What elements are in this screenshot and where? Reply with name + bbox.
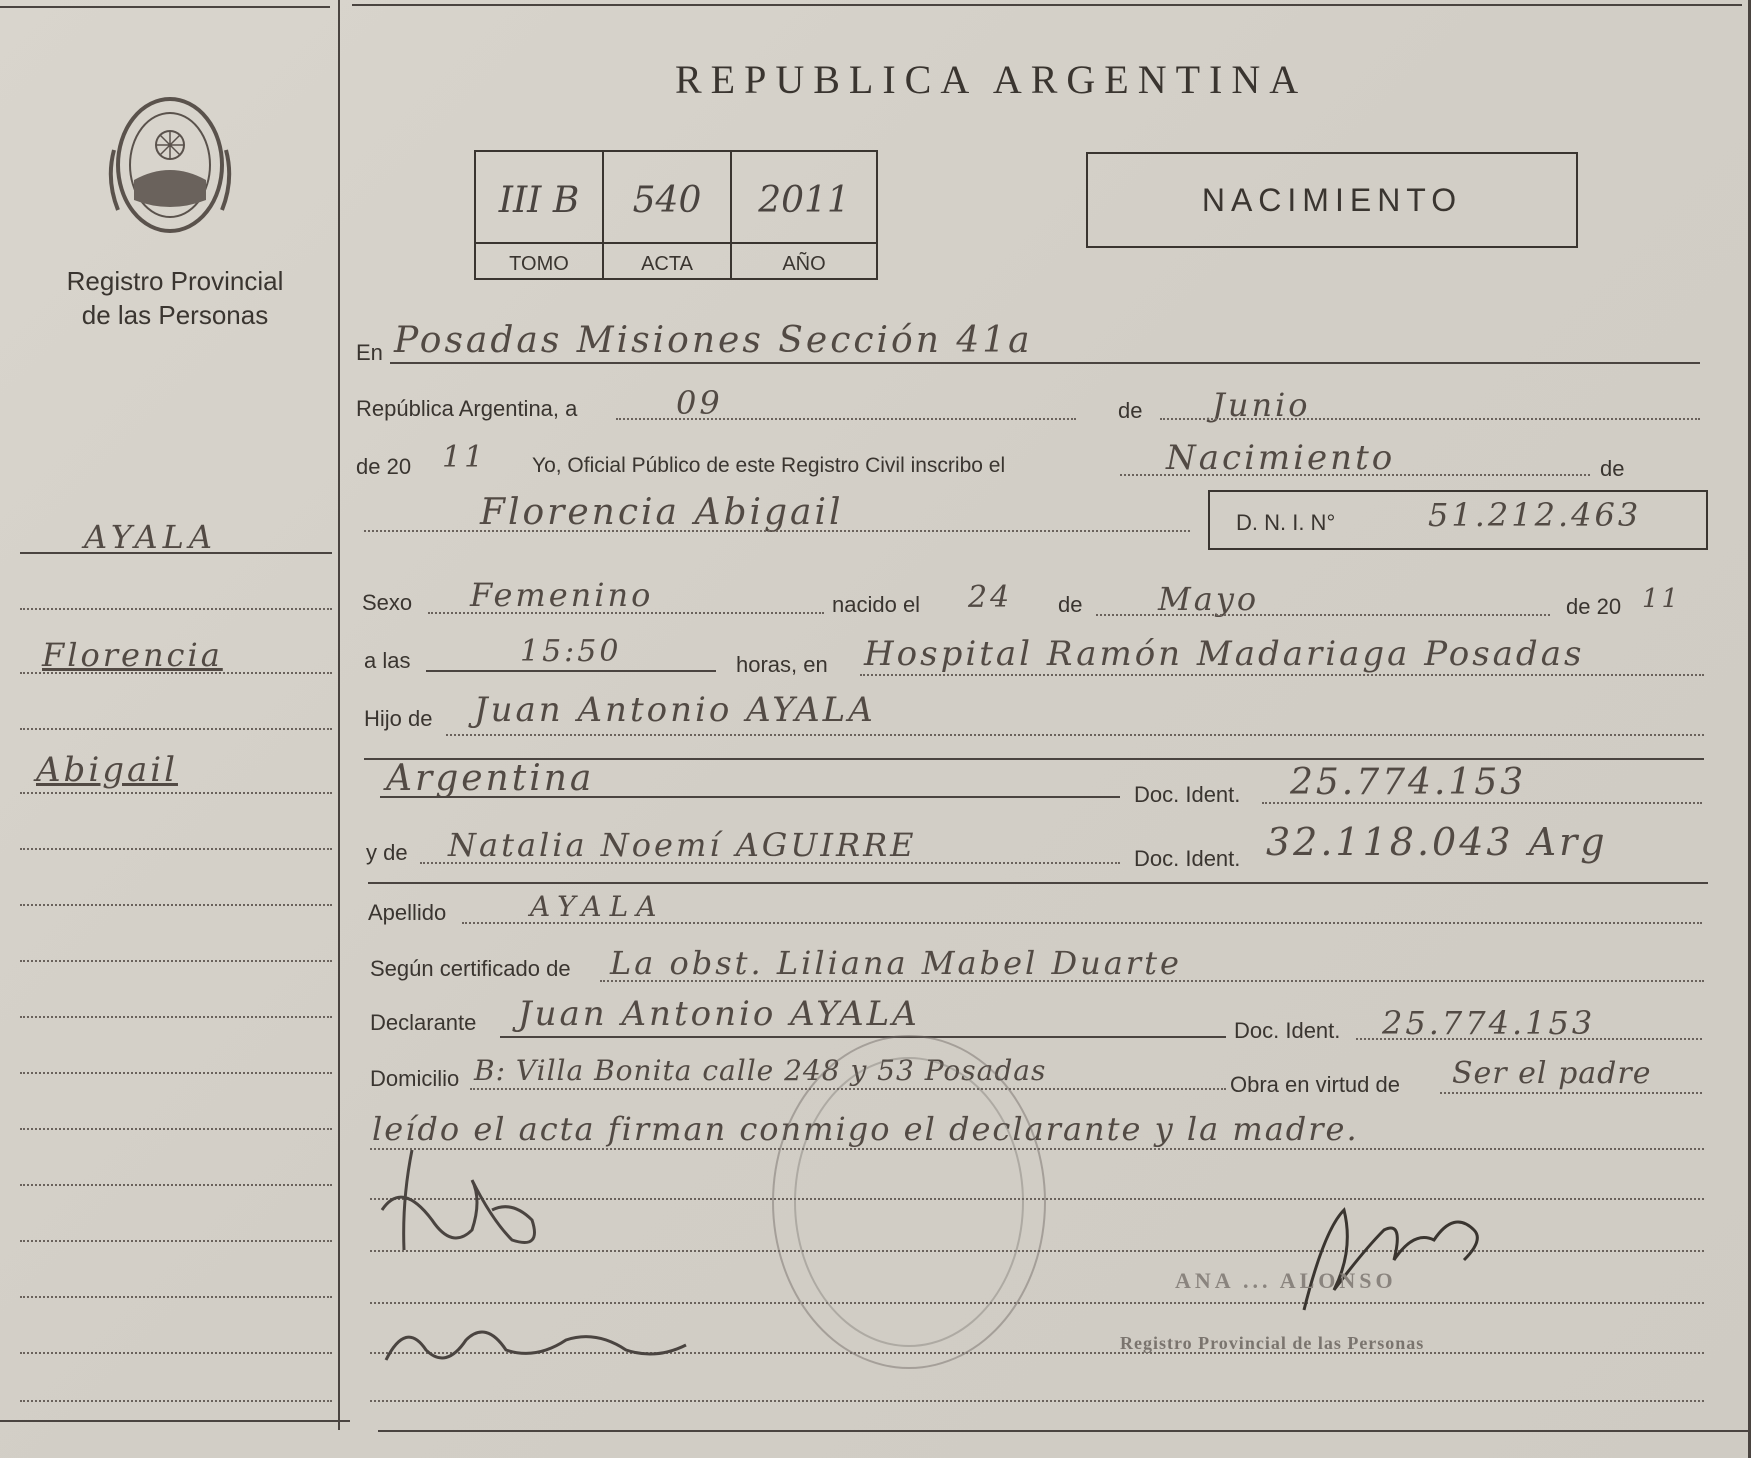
record-type: NACIMIENTO [1201, 182, 1463, 218]
label-doc-ident-2: Doc. Ident. [1134, 846, 1241, 871]
tomo-label: TOMO [509, 253, 569, 275]
father-value: Juan Antonio AYALA [474, 690, 876, 730]
registry-line-1: Registro Provincial [66, 266, 284, 296]
official-stamp-icon [772, 1035, 1046, 1369]
label-y-de: y de [366, 840, 408, 865]
birth-year-value: 11 [1642, 584, 1682, 614]
label-segun: Según certificado de [370, 956, 571, 981]
mother-value: Natalia Noemí AGUIRRE [448, 826, 917, 864]
margin-line [20, 1128, 332, 1130]
provincial-seal-icon [100, 90, 240, 240]
dni-value: 51.212.463 [1428, 496, 1642, 534]
label-nacido-el: nacido el [832, 592, 921, 617]
line-nationality [380, 796, 1120, 798]
margin-line [20, 552, 332, 554]
hospital-value: Hospital Ramón Madariaga Posadas [864, 634, 1585, 674]
margin-line [20, 1072, 332, 1074]
ruled-line [370, 1400, 1704, 1402]
acta-label: ACTA [641, 253, 693, 275]
father-nationality-value: Argentina [386, 758, 595, 799]
year-value: 11 [442, 440, 487, 475]
line-day [616, 418, 1076, 420]
margin-line [20, 904, 332, 906]
label-yo-oficial: Yo, Oficial Público de este Registro Civil inscribo el [532, 454, 1006, 477]
stamp-inner-ring [794, 1057, 1024, 1347]
label-dni: D. N. I. N° [1236, 510, 1336, 535]
mother-doc-value: 32.118.043 Arg [1266, 820, 1608, 864]
line-certificate [600, 980, 1704, 982]
margin-line [20, 848, 332, 850]
place-value: Posadas Misiones Sección 41a [394, 320, 1033, 361]
month-value: Junio [1212, 386, 1311, 424]
top-left-border [0, 6, 330, 8]
given-names-value: Florencia Abigail [480, 492, 844, 533]
bottom-main-border [378, 1430, 1748, 1432]
line-father [446, 734, 1704, 736]
official-name-stamp: ANA ... ALONSO [1175, 1268, 1397, 1293]
line-time [426, 670, 716, 672]
margin-line [20, 1296, 332, 1298]
line-reason [1440, 1092, 1702, 1094]
line-surname [462, 922, 1702, 924]
record-reference-box [474, 150, 878, 280]
label-de-mid: de [1058, 592, 1083, 617]
official-signature-icon [1284, 1190, 1504, 1320]
tomo-value: III B [498, 180, 580, 221]
label-a-las: a las [364, 648, 411, 673]
label-de20: de 20 [356, 454, 412, 479]
label-domicilio: Domicilio [370, 1066, 460, 1091]
declarant-signature-icon [372, 1140, 572, 1280]
bottom-left-border [0, 1420, 350, 1422]
surname-value: AYALA [530, 890, 665, 923]
margin-line [20, 1184, 332, 1186]
day-value: 09 [676, 384, 723, 422]
line-father-doc [1262, 802, 1702, 804]
margin-line [20, 1016, 332, 1018]
label-de20-end: de 20 [1566, 594, 1622, 619]
margin-name-2: Abigail [36, 750, 178, 790]
birth-day-value: 24 [968, 580, 1013, 615]
label-declarante: Declarante [370, 1010, 477, 1035]
margin-line [20, 1352, 332, 1354]
acta-value: 540 [632, 180, 702, 221]
declarant-value: Juan Antonio AYALA [518, 994, 920, 1034]
reason-value: Ser el padre [1452, 1056, 1652, 1091]
label-doc-ident-3: Doc. Ident. [1234, 1018, 1341, 1043]
closing-line-value: leído el acta firman conmigo el declarante y la madre. [372, 1110, 1359, 1148]
record-type-box [1086, 152, 1578, 248]
father-doc-value: 25.774.153 [1290, 762, 1527, 803]
document-title: REPUBLICA ARGENTINA [675, 57, 1308, 102]
line-mother [420, 862, 1120, 864]
mother-signature-icon [376, 1300, 696, 1380]
line-month [1160, 418, 1700, 420]
birth-month-value: Mayo [1158, 580, 1260, 618]
anio-value: 2011 [758, 180, 850, 221]
line-event [1120, 474, 1590, 476]
label-apellido: Apellido [368, 900, 447, 925]
label-obra: Obra en virtud de [1230, 1072, 1400, 1097]
margin-line [20, 728, 332, 730]
label-doc-ident-1: Doc. Ident. [1134, 782, 1241, 807]
margin-line [20, 1400, 332, 1402]
line-declarant [500, 1036, 1226, 1038]
line-en [390, 362, 1700, 364]
tomo-cell [476, 152, 604, 278]
margin-surname: AYALA [84, 518, 217, 556]
dni-box [1208, 490, 1708, 550]
top-main-border [352, 4, 1742, 6]
margin-line [20, 608, 332, 610]
official-org-stamp: Registro Provincial de las Personas [1120, 1333, 1425, 1353]
acta-cell [604, 152, 732, 278]
margin-line [20, 1240, 332, 1242]
label-republica: República Argentina, a [356, 396, 578, 421]
label-hijo-de: Hijo de [364, 706, 433, 731]
event-value: Nacimiento [1166, 438, 1396, 478]
declarant-doc-value: 25.774.153 [1382, 1004, 1596, 1042]
label-horas-en: horas, en [736, 652, 828, 677]
label-de: de [1118, 398, 1143, 423]
time-value: 15:50 [520, 634, 622, 669]
address-value: B: Villa Bonita calle 248 y 53 Posadas [474, 1054, 1047, 1087]
line-mother-doc [368, 882, 1708, 884]
margin-line [20, 960, 332, 962]
line-declarant-doc [1356, 1038, 1702, 1040]
line-hospital [860, 674, 1704, 676]
line-sex [428, 612, 824, 614]
margin-line [20, 792, 332, 794]
certificate-value: La obst. Liliana Mabel Duarte [610, 944, 1182, 982]
label-sexo: Sexo [362, 590, 413, 615]
line-given-names [364, 530, 1190, 532]
sex-value: Femenino [470, 576, 654, 614]
registry-name [40, 264, 310, 332]
line-birth-month [1096, 614, 1550, 616]
margin-name-1: Florencia [42, 636, 223, 674]
left-column-border [338, 0, 340, 1430]
label-en: En [356, 340, 383, 365]
label-de-end: de [1600, 456, 1625, 481]
margin-line [20, 672, 332, 674]
anio-label: AÑO [782, 253, 826, 275]
registry-line-2: de las Personas [81, 300, 269, 330]
anio-cell [732, 152, 876, 278]
